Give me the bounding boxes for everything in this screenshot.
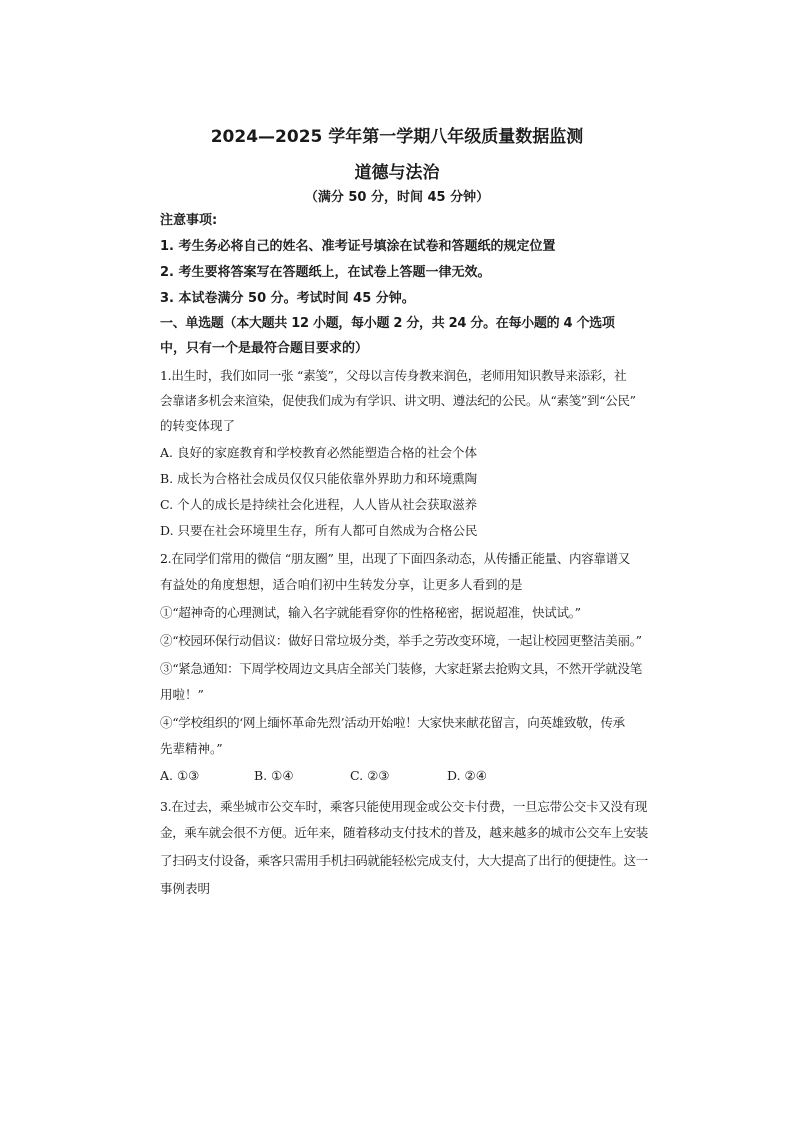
score-time-note: （满分 50 分，时间 45 分钟）: [304, 190, 490, 205]
section-heading-cont: 中，只有一个是最符合题目要求的）: [160, 341, 369, 356]
answer-option: B. 成长为合格社会成员仅仅只能依靠外界助力和环境熏陶: [160, 471, 478, 486]
note-item: 3. 本试卷满分 50 分。考试时间 45 分钟。: [160, 291, 415, 306]
question-item: ④“学校组织的‘网上缅怀革命先烈’活动开始啦！大家快来献花留言，向英雄致敬，传承: [160, 715, 625, 730]
answer-option-b: B. ①④: [254, 768, 294, 783]
question-stem-line: 金，乘车就会很不方便。近年来，随着移动支付技术的普及，越来越多的城市公交车上安装: [160, 825, 649, 840]
question-item: ①“超神奇的心理测试，输入名字就能看穿你的性格秘密，据说超准，快试试。”: [160, 605, 581, 620]
answer-option: C. 个人的成长是持续社会化进程，人人皆从社会获取滋养: [160, 497, 478, 512]
answer-option-d: D. ②④: [447, 768, 487, 783]
answer-option: A. 良好的家庭教育和学校教育必然能塑造合格的社会个体: [160, 445, 477, 460]
question-stem-line: 1.出生时，我们如同一张 “素笺”，父母以言传身教来润色，老师用知识教导来添彩，社: [160, 368, 627, 383]
question-item: ③“紧急通知：下周学校周边文具店全部关门装修，大家赶紧去抢购文具，不然开学就没笔: [160, 661, 642, 676]
question-stem-line: 2.在同学们常用的微信 “朋友圈” 里，出现了下面四条动态，从传播正能量、内容靠谱又: [160, 551, 631, 566]
question-stem-line: 了扫码支付设备，乘客只需用手机扫码就能轻松完成支付，大大提高了出行的便捷性。这一: [160, 853, 649, 868]
question-item: ②“校园环保行动倡议：做好日常垃圾分类，举手之劳改变环境，一起让校园更整洁美丽。”: [160, 633, 642, 648]
question-item-cont: 先辈精神。”: [160, 741, 223, 756]
answer-option: D. 只要在社会环境里生存，所有人都可自然成为合格公民: [160, 523, 478, 538]
note-item: 1. 考生务必将自己的姓名、准考证号填涂在试卷和答题纸的规定位置: [160, 239, 556, 254]
question-stem-line: 有益处的角度想想，适合咱们初中生转发分享，让更多人看到的是: [160, 577, 523, 592]
question-stem-line: 3.在过去，乘坐城市公交车时，乘客只能使用现金或公交卡付费，一旦忘带公交卡又没有现: [160, 799, 648, 814]
question-stem-line: 事例表明: [160, 881, 211, 896]
question-item-cont: 用啦！”: [160, 687, 204, 702]
answer-option-a: A. ①③: [160, 768, 200, 783]
answer-option-c: C. ②③: [350, 768, 390, 783]
note-item: 2. 考生要将答案写在答题纸上，在试卷上答题一律无效。: [160, 265, 491, 280]
section-heading: 一、单选题（本大题共 12 小题，每小题 2 分，共 24 分。在每小题的 4 个选项: [160, 316, 615, 331]
subject-title: 道德与法治: [354, 163, 440, 183]
notes-heading: 注意事项:: [160, 213, 218, 228]
exam-title: 2024—2025 学年第一学期八年级质量数据监测: [210, 127, 584, 147]
question-stem-line: 会靠诸多机会来渲染，促使我们成为有学识、讲文明、遵法纪的公民。从“素笺”到“公民”: [160, 393, 636, 408]
question-stem-line: 的转变体现了: [160, 418, 236, 433]
